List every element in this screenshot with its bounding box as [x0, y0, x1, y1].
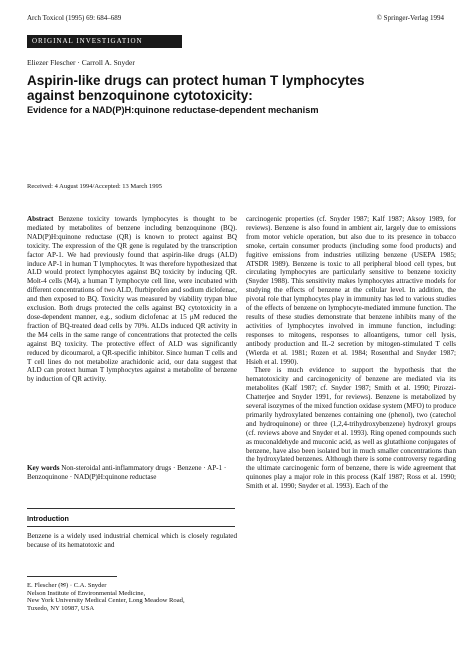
article-title [27, 73, 447, 103]
title-line-1: Aspirin-like drugs can protect human T lymphocytes [27, 73, 365, 88]
abstract-label: Abstract [27, 215, 54, 223]
abstract-text: Benzene toxicity towards lymphocytes is thought to be mediated by metabolites of benzene including benzoquinone (BQ). NAD(P)H:quinone reductase (QR) is known to protect against BQ toxicity. The expression of the QR gene is regulated by the transcription factor AP-1. We had previously found that aspirin-like drugs (ALD) induce AP-1 in human T lymphocytes. It was therefore hypothesized that ALD would protect lymphocytes against BQ toxicity by inducing QR. Molt-4 cells (M4), a human T lymphocyte cell line, were incubated with different concentrations of two ALD, flurbiprofen and sodium diclofenac, and then exposed to BQ. Toxicity was measured by viability trypan blue exclusion. Both drugs protected the cells against BQ cytotoxicity in a dose-dependent manner, e.g., sodium diclofenac at 15 μM reduced the fraction of BQ-treated dead cells by 70%. ALDs induced QR activity in the M4 cells in the same range of concentrations that protected the cells against BQ toxicity. The protective effect of ALD was significantly reduced by dicoumarol, a QR-specific inhibitor. Since human T cells and T cell lines do not metabolize arachidonic acid, our data suggest that ALD can protect human T lymphocytes against a metabolite of benzene by induction of QR activity. [27, 215, 237, 384]
journal-citation: Arch Toxicol (1995) 69: 684–689 [27, 14, 122, 22]
copyright-notice: © Springer-Verlag 1994 [376, 14, 444, 22]
section-label: ORIGINAL INVESTIGATION [27, 35, 182, 48]
author-footnote [27, 582, 242, 613]
article-subtitle: Evidence for a NAD(P)H:quinone reductase-dependent mechanism [27, 105, 319, 115]
author-list: Eliezer Flescher · Carroll A. Snyder [27, 58, 135, 67]
keywords-label: Key words [27, 464, 60, 472]
keywords-text: Non-steroidal anti-inflammatory drugs · Benzene · AP-1 · Benzoquinone · NAD(P)H:quinone reductase [27, 464, 227, 481]
abstract [27, 215, 237, 384]
footnote-line: New York University Medical Center, Long Meadow Road, [27, 597, 185, 605]
introduction-text: Benzene is a widely used industrial chemical which is closely regulated because of its hematotoxic and [27, 532, 237, 549]
footnote-divider [27, 576, 117, 577]
footnote-line: E. Flescher (✉) · C.A. Snyder [27, 582, 107, 589]
received-dates: Received: 4 August 1994/Accepted: 13 March 1995 [27, 183, 163, 190]
introduction-heading: Introduction [27, 514, 69, 523]
title-line-2: against benzoquinone cytotoxicity: [27, 88, 253, 103]
footnote-line: Tuxedo, NY 10987, USA [27, 605, 95, 613]
paragraph: carcinogenic properties (cf. Snyder 1987; Kalf 1987; Aksoy 1989, for reviews). Benzene is also found in ambient air, largely due to emissions from motor vehicle operation, but also due to its presence in tobacco smoke, certain consumer products (including some food products) and fugitive emissions from industries utilizing benzene (USEPA 1985; ATSDR 1989). Benzene is toxic to all peripheral blood cell types, but circulating lymphocytes are particularly sensitive to benzene toxicity (Snyder 1988). This sensitivity makes lymphocytes attractive models for studying the effects of benzene at the cellular level. In addition, the pivotal role that lymphocytes play in immunity has led to various studies of the effects of benzene on lymphocyte-mediated immune function. The results of these studies demonstrate that benzene inhibits many of the activities of lymphocytes involved in immune function, including: responses to mitogens, responses to alloantigens, tumor cell lysis, antibody production and IL-2 secretion by mitogen-stimulated T cells (Wierda et al. 1981; Rozen et al. 1984; Rosenthal and Snyder 1987; Hsieh et al. 1990). [246, 215, 456, 366]
divider [27, 526, 235, 527]
right-column [246, 215, 456, 491]
divider [27, 508, 235, 509]
paragraph: There is much evidence to support the hypothesis that the hematotoxicity and carcinogenicity of benzene are mediated via its metabolites (Kalf 1987; cf. Snyder 1987; Smith et al. 1990; Pirozzi-Chatterjee and Snyder 1991, for reviews). Benzene is metabolized by several isozymes of the mixed function oxidase system (MFO) to produce primarily hydroxylated benzenes containing one (phenol), two (catechol and hydroquinone) or three (1,2,4-trihydroxybenzene) hydroxyl groups (cf. reviews above and Snyder et al. 1993). Ring opened compounds such as muconaldehyde and muconic acid, as well as glutathione conjugates of benzene, have also been isolated but in much smaller concentrations than the hydroxylated benzenes. Although there is some controversy regarding the ultimate carcinogenic form of benzene, there is wide agreement that quinones play a major role in this process (Kalf 1987; Ross et al. 1990; Smith et al. 1990; Snyder et al. 1993). Each of the [246, 366, 457, 491]
keywords [27, 464, 237, 482]
footnote-line: Nelson Institute of Environmental Medicine, [27, 589, 146, 597]
